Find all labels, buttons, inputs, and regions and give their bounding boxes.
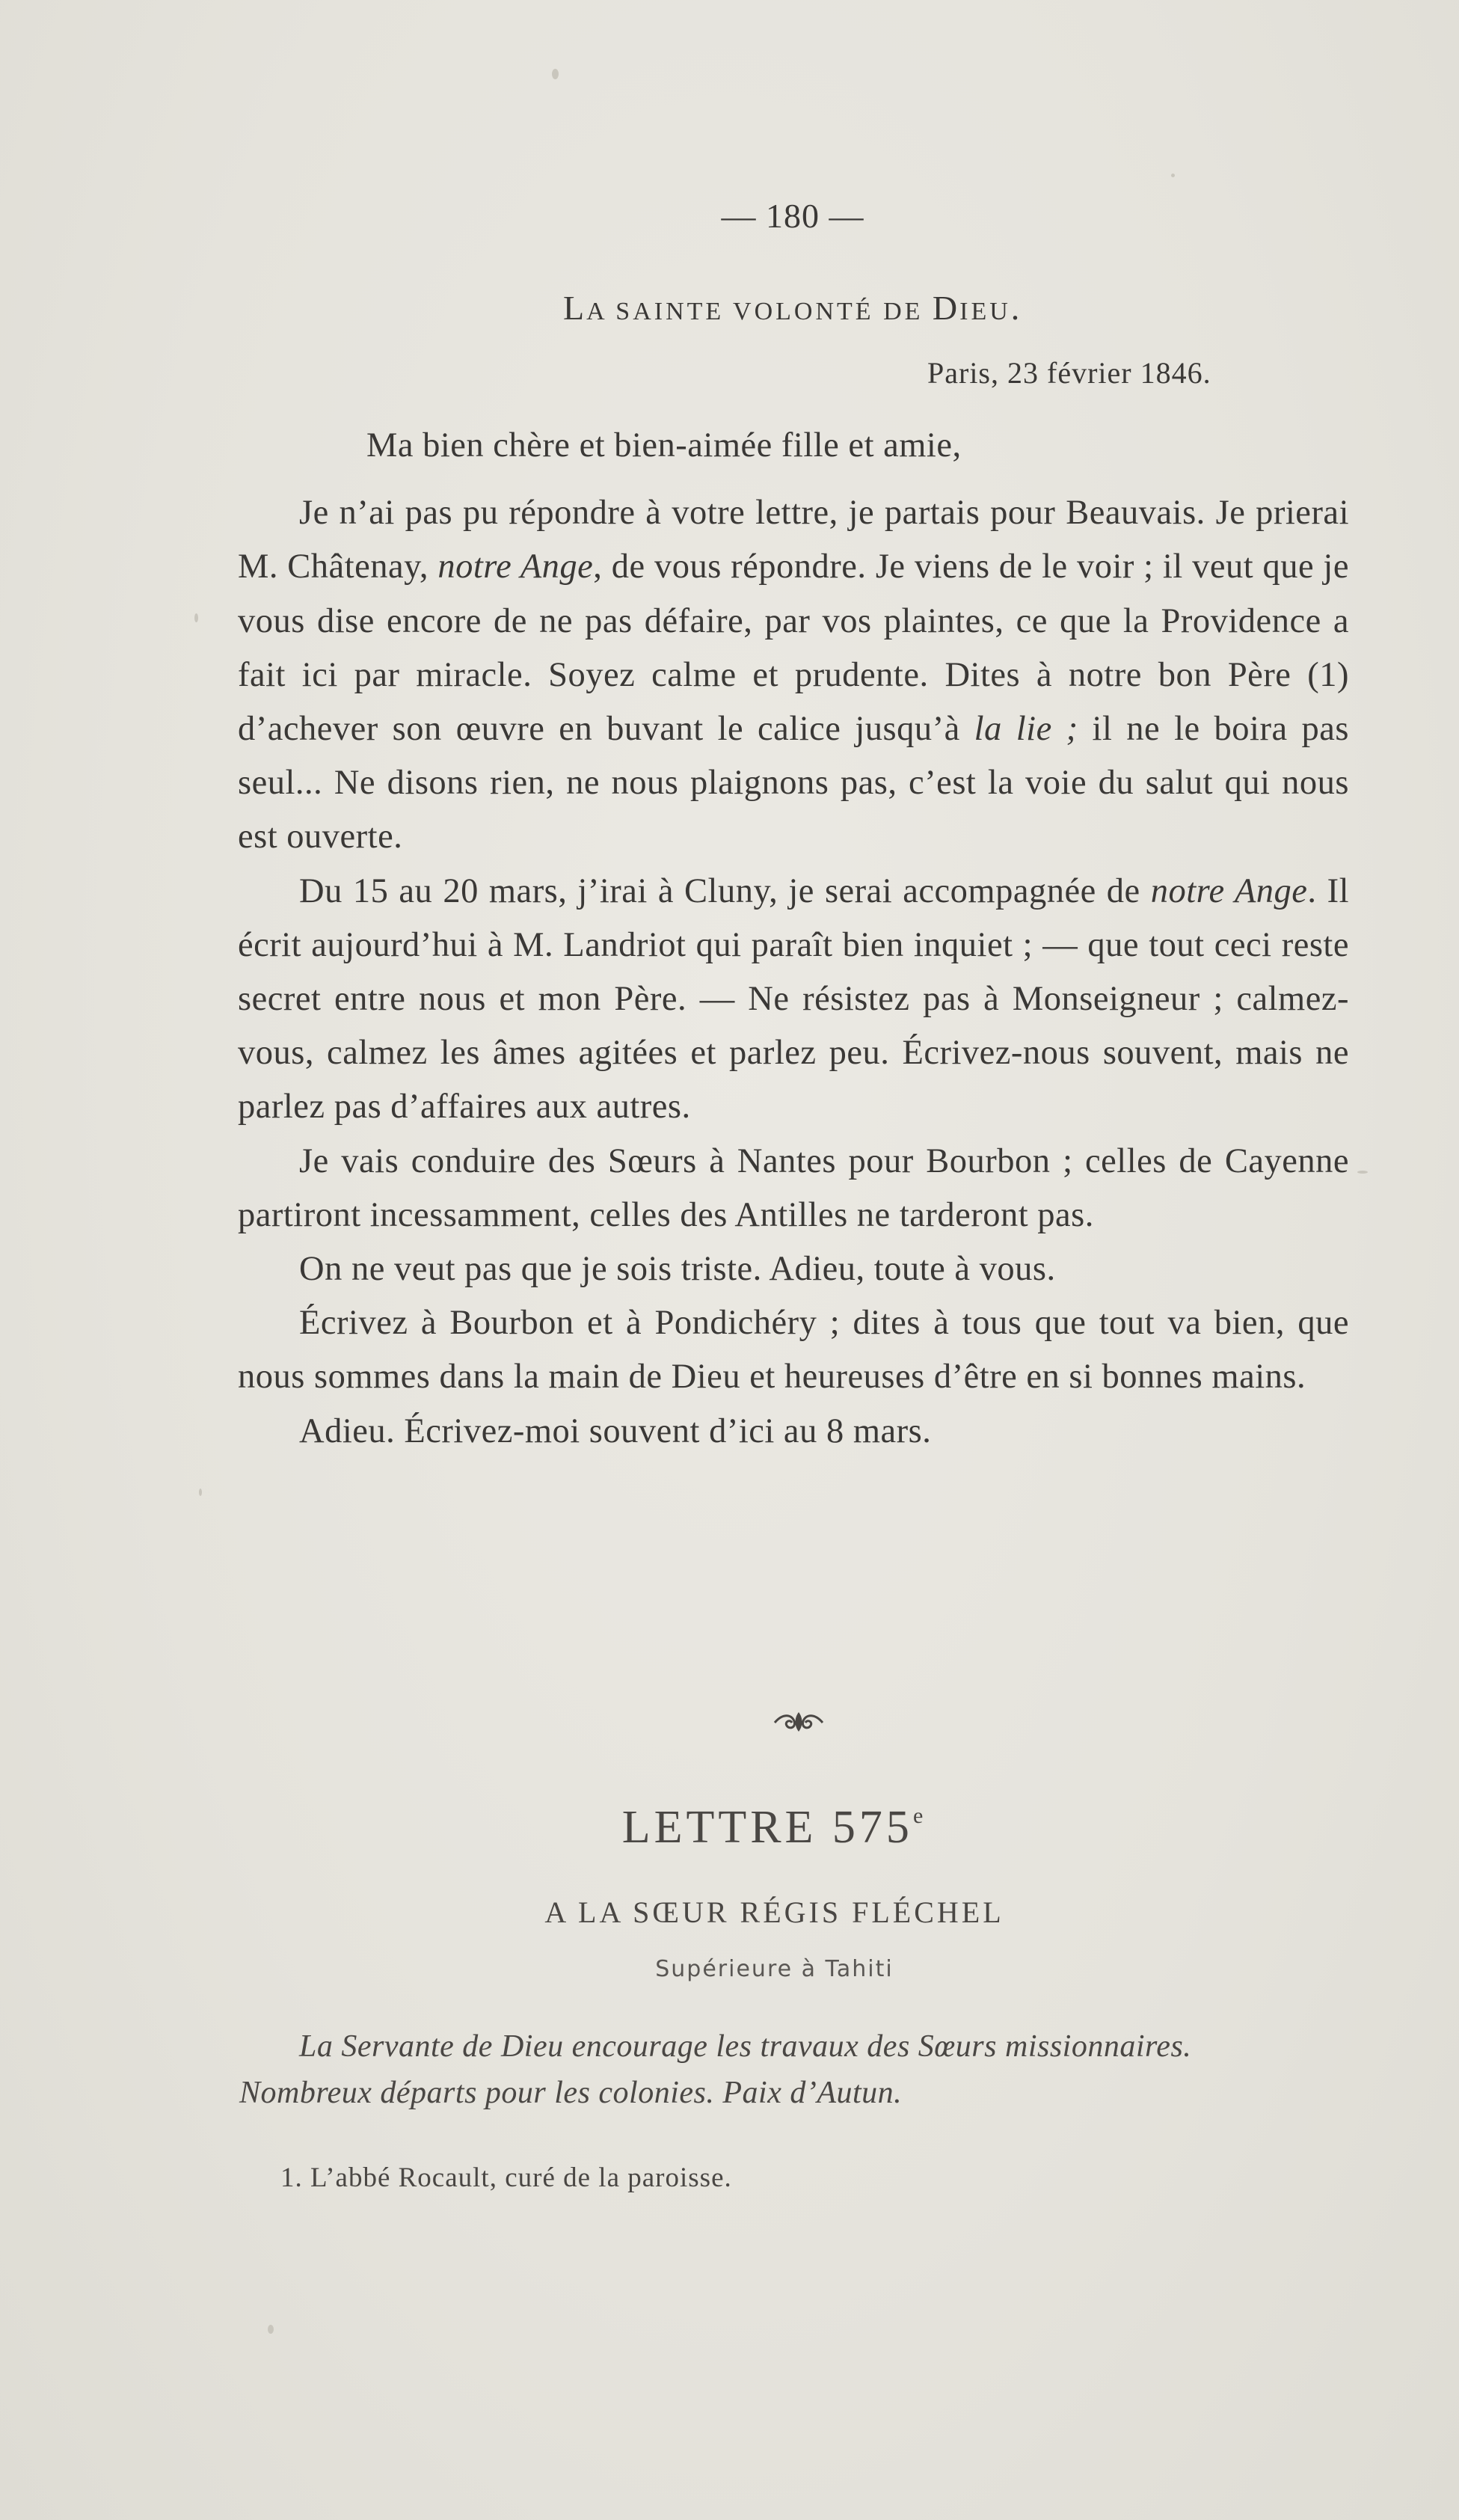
paper-speck: [552, 69, 559, 79]
section-title-initial-2: D: [932, 289, 960, 327]
letter-recipient-subtitle: Supérieure à Tahiti: [655, 1956, 894, 1982]
italic-text: la lie ;: [974, 710, 1078, 749]
paper-speck: [268, 2325, 274, 2334]
letter-summary: [239, 2023, 1354, 2116]
letter-paragraph: Écrivez à Bourbon et à Pondichéry ; dites à tous que tout va bien, que nous sommes dans la main de Dieu et heureuses d’être en si bonnes mains.: [238, 1304, 1349, 1397]
fleuron-ornament-icon: [772, 1708, 826, 1735]
section-title-initial: L: [563, 289, 587, 327]
section-title-smallcaps-2: IEU: [959, 298, 1011, 325]
letter-recipient: A LA SŒUR RÉGIS FLÉCHEL: [544, 1895, 1004, 1929]
paper-speck: [1171, 174, 1175, 177]
paragraph-text: Je n’ai pas pu répondre à votre lettre, je partais pour Beauvais. Je prierai M. Châtenay,: [238, 494, 1349, 586]
paper-speck: [194, 613, 198, 622]
section-title-period: .: [1010, 289, 1022, 327]
italic-text: notre Ange: [437, 548, 594, 586]
paragraph-text: il ne le boira pas seul... Ne disons rien, ne nous plaignons pas, c’est la voie du salut qui nous est ouverte.: [238, 710, 1349, 856]
letter-dateline: Paris, 23 février 1846.: [927, 356, 1211, 390]
paragraph-text: . Il écrit aujourd’hui à M. Landriot qui paraît bien inquiet ; — que tout ceci reste secret entre nous et mon Père. — Ne résistez pas à Monseigneur ; calmez-vous, calmez les âmes agitées et parlez peu. Écrivez-nous souvent, mais ne parlez pas d’affaires aux autres.: [238, 871, 1349, 1126]
paper-speck: [199, 1489, 202, 1496]
page-number: — 180 —: [721, 197, 864, 235]
letter-paragraph: On ne veut pas que je sois triste. Adieu, toute à vous.: [299, 1250, 1056, 1289]
letter-paragraph: [238, 486, 1349, 864]
letter-heading: [0, 1801, 1459, 1854]
section-title: [563, 288, 1022, 328]
letter-heading-superscript: e: [912, 1803, 927, 1828]
paragraph-text: , de vous répondre. Je viens de le voir ; il veut que je vous dise encore de ne pas défaire, par vos plaintes, ce que la Providence a fait ici par miracle. Soyez calme et prudente. Dites à notre bon Père (1) d’achever son œuvre en buvant le calice jusqu’à: [238, 548, 1349, 749]
letter-body: [238, 419, 1349, 1459]
letter-heading-text: LETTRE 575: [621, 1802, 913, 1853]
summary-line: La Servante de Dieu encourage les travaux des Sœurs missionnaires.: [299, 2029, 1192, 2064]
italic-text: notre Ange: [1150, 871, 1308, 910]
letter-paragraph: Adieu. Écrivez-moi souvent d’ici au 8 mars.: [299, 1411, 932, 1450]
section-title-smallcaps-1: A SAINTE VOLONTÉ DE: [586, 298, 933, 325]
letter-salutation: Ma bien chère et bien-aimée fille et amie,: [366, 426, 962, 465]
footnote: 1. L’abbé Rocault, curé de la paroisse.: [280, 2162, 732, 2193]
paper-speck: [1357, 1171, 1368, 1174]
letter-paragraph: [238, 865, 1349, 1135]
letter-paragraph: Je vais conduire des Sœurs à Nantes pour Bourbon ; celles de Cayenne partiront incessamment, celles des Antilles ne tarderont pas.: [238, 1141, 1349, 1234]
summary-line: Nombreux départs pour les colonies. Paix d’Autun.: [239, 2076, 903, 2110]
paragraph-text: Du 15 au 20 mars, j’irai à Cluny, je serai accompagnée de: [299, 871, 1151, 910]
